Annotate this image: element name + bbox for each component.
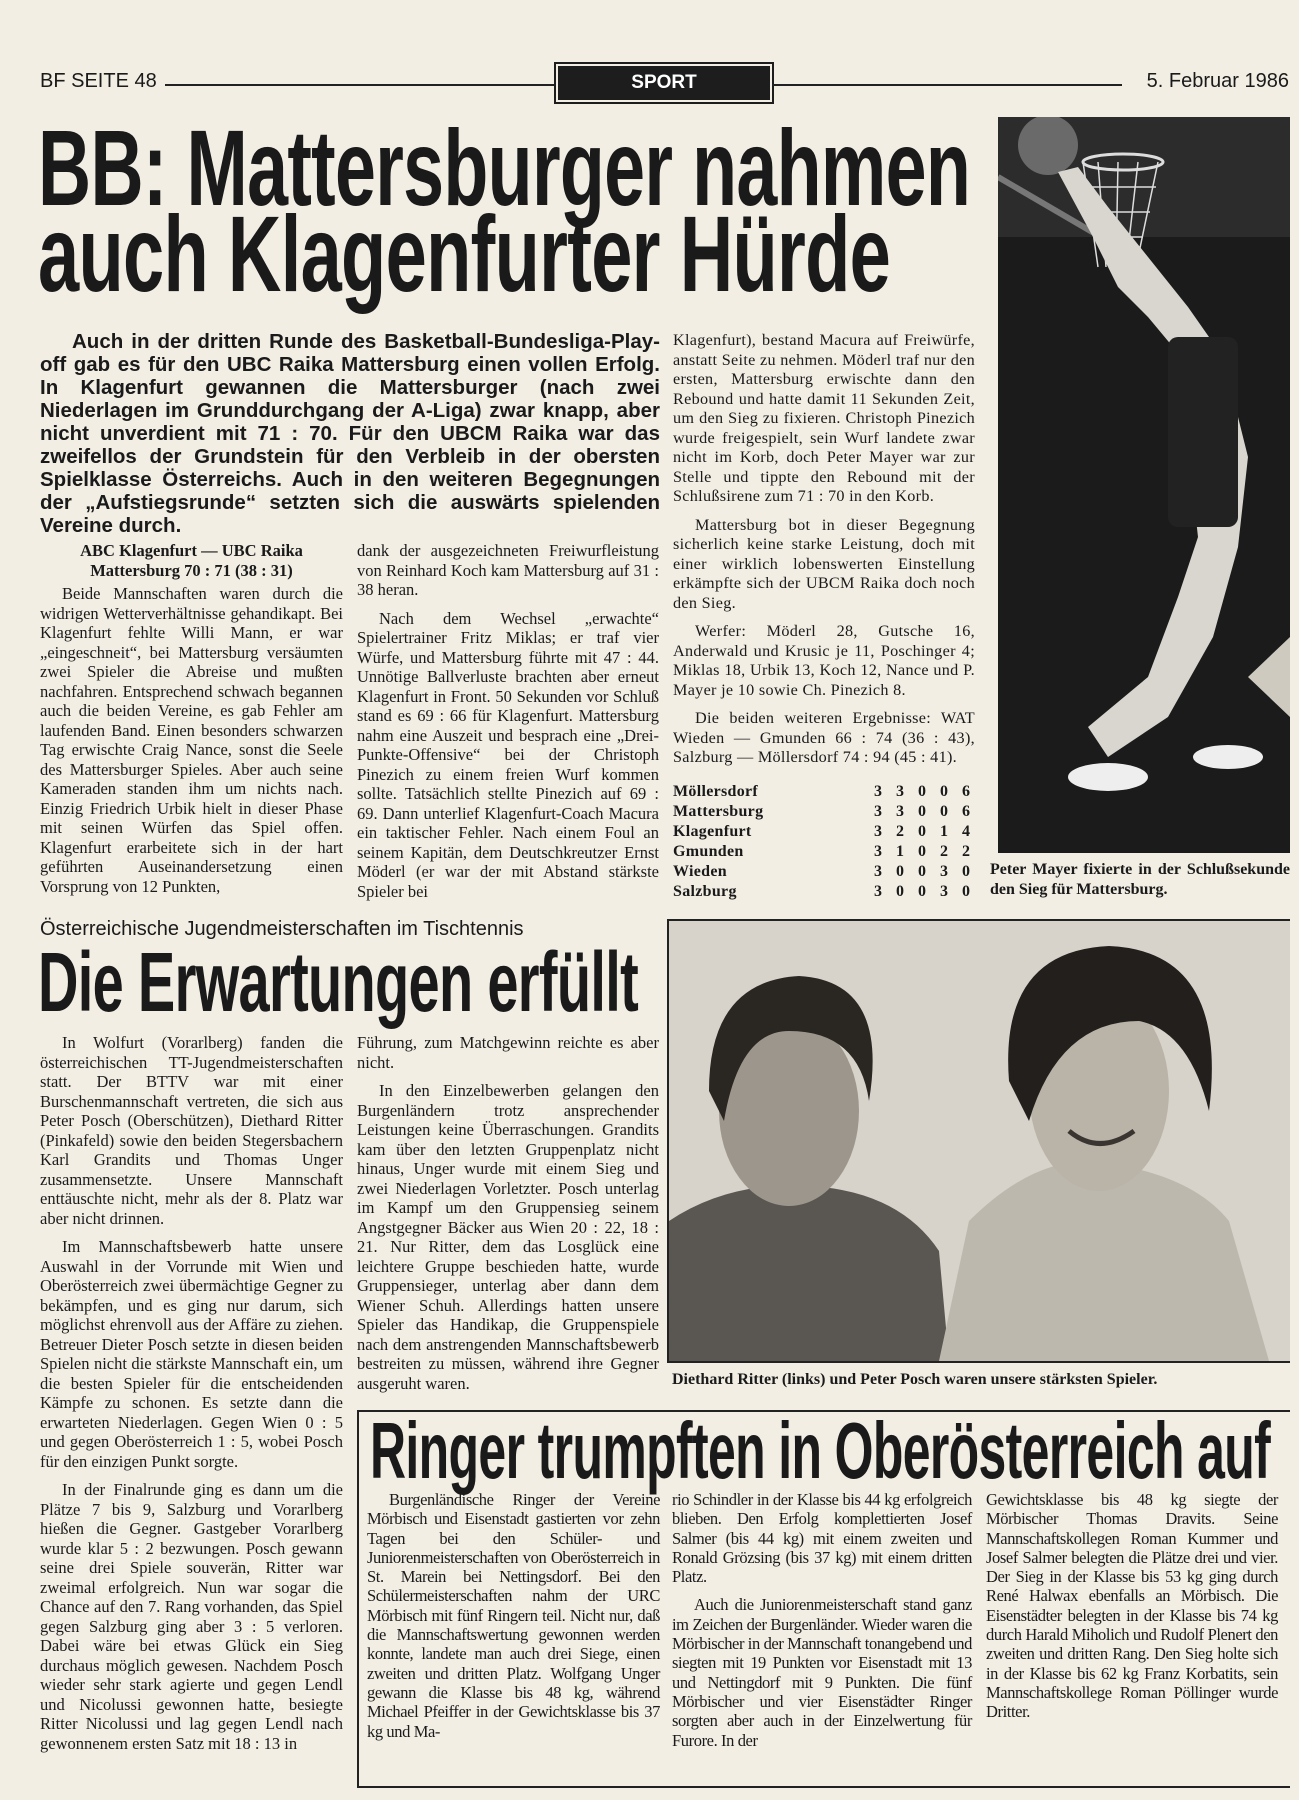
table-row (673, 802, 975, 822)
paragraph: Werfer: Möderl 28, Gutsche 16, Anderwald und Krusic je 11, Poschinger 4; Miklas 18, Urbik 13, Koch 12, Nance und P. Mayer je 10 sowie Ch. Pinezich 8. (673, 622, 975, 699)
team-name: Möllersdorf (673, 782, 759, 800)
paragraph: Beide Mannschaften waren durch die widrigen Wetterverhältnisse gehandikapt. Bei Klagenfurt fehlte Willi Mann, er war „eingeschneit“, bei Mattersburg versäumten zwei Spieler die Abreise und mußten nachfahren. Entsprechend schwach begannen auch die beiden Vereine, es gab Fehler am laufenden Band. Einen besonders schwarzen Tag erwischte Craig Nance, sonst die Seele des Mattersburger Spieles. Aber auch seine Kameraden standen ihm um nichts nach. Einzig Friedrich Urbik hielt in dieser Phase mit seinen Würfen das Spiel offen. Klagenfurt erarbeitete sich in der hart geführten Auseinandersetzung einen Vorsprung von 12 Punkten, (40, 584, 343, 896)
ringer-headline: Ringer trumpften in Oberösterreich auf (370, 1406, 1271, 1495)
ringer-column-3 (986, 1490, 1278, 1731)
team-stats: 3 1 0 2 2 (874, 842, 975, 860)
table-tennis-photo (667, 919, 1290, 1363)
paragraph: Mattersburg bot in dieser Begegnung sicherlich keine starke Leistung, doch mit einer wirklich lobenswerten Einstellung erkämpfte sich der UBCM Raika doch noch den Sieg. (673, 515, 975, 612)
bb-column-1 (40, 541, 343, 905)
team-stats: 3 2 0 1 4 (874, 822, 975, 840)
paragraph: In Wolfurt (Vorarlberg) fanden die österreichischen TT-Jugendmeisterschaften statt. Der BTTV war mit einer Burschenmannschaft vertreten, die sich aus Peter Posch (Oberschützen), Diethard Ritter (Pinkafeld) sowie den beiden Stegersbachern Karl Grandits und Thomas Unger zusammensetzte. Unsere Mannschaft enttäuschte nicht, mehr als der 8. Platz war aber nicht drinnen. (40, 1033, 343, 1228)
paragraph: Im Mannschaftsbewerb hatte unsere Auswahl in der Vorrunde mit Wien und Oberösterreich zwei übermächtige Gegner zu bekämpfen, und es ging nur darum, sich möglichst ehrenvoll aus der Affäre zu ziehen. Betreuer Dieter Posch setzte in diesen beiden Spielen nicht die stärkste Mannschaft ein, um die besten Spieler für die entscheidenden Kämpfe zu schonen. Es setzte dann die erwarteten Niederlagen. Gegen Wien 0 : 5 und gegen Oberösterreich 1 : 5, wobei Posch für den einzigen Punkt sorgte. (40, 1237, 343, 1471)
team-name: Mattersburg (673, 802, 764, 820)
team-name: Gmunden (673, 842, 744, 860)
table-tennis-photo-caption: Diethard Ritter (links) und Peter Posch waren unsere stärksten Spieler. (672, 1371, 1158, 1388)
bb-headline-line1: BB: Mattersburger nahmen (38, 107, 971, 228)
paragraph: In der Finalrunde ging es dann um die Plätze 7 bis 9, Salzburg und Vorarlberg hießen die Gegner. Gastgeber Vorarlberg wurde klar 5 : 2 bezwungen. Posch gewann seine drei Spiele souverän, Ritter war zweimal erfolgreich. Nun war sogar die Chance auf den 7. Rang vorhanden, das Spiel gegen Salzburg ging aber 3 : 5 verloren. Dabei wäre bei etwas Glück ein Sieg durchaus möglich gewesen. Nachdem Posch wieder sehr stark agierte und gegen Lendl und Nicolussi gewonnen hatte, besiegte Ritter Nicolussi und lag gegen Lendl nach gewonnenem ersten Satz mit 18 : 13 in (40, 1480, 343, 1753)
team-name: Wieden (673, 862, 727, 880)
issue-date: 5. Februar 1986 (1146, 70, 1289, 92)
basketball-photo (998, 117, 1290, 853)
paragraph: Klagenfurt), bestand Macura auf Freiwürfe, anstatt Seite zu nehmen. Möderl traf nur den ersten, Mattersburg erwischte dann den Rebound und hatte damit 11 Sekunden Zeit, um den Sieg zu fixieren. Christoph Pinezich wurde freigespielt, sein Wurf landete zwar nicht im Korb, doch Peter Mayer war zur Stelle und tippte den Rebound mit der Schlußsirene zum 71 : 70 in den Korb. (673, 331, 975, 505)
paragraph: Burgenländische Ringer der Vereine Mörbisch und Eisenstadt gastierten vor zehn Tagen bei den Schüler- und Juniorenmeisterschaften von Oberösterreich in St. Marein bei Nettingsdorf. Bei den Schülermeisterschaften nahm der URC Mörbisch mit fünf Ringern teil. Nicht nur, daß die Mannschaftswertung gewonnen werden konnte, landete man auch drei Siege, einen zweiten und dritten Platz. Wolfgang Unger gewann die Klasse bis 48 kg, während Michael Pfeiffer in der Gewichtsklasse bis 37 kg und Ma- (367, 1490, 660, 1741)
tt-kicker: Österreichische Jugendmeisterschaften im Tischtennis (40, 918, 524, 940)
team-stats: 3 0 0 3 0 (874, 862, 975, 880)
standings-table (673, 782, 975, 902)
ringer-column-1 (367, 1490, 660, 1750)
paragraph: Auch die Juniorenmeisterschaft stand ganz im Zeichen der Burgenländer. Wieder waren die Mörbischer in der Mannschaft tonangebend und siegten mit 19 Punkten vor Eisenstadt mit 13 und Nettingdorf mit 9 Punkten. Die fünf Mörbischer und vier Eisenstädter Ringer sorgten aber auch in der Einzelwertung für Furore. In der (672, 1595, 972, 1750)
bb-column-3 (673, 331, 975, 902)
page-number: BF SEITE 48 (40, 70, 157, 92)
ringer-column-2 (672, 1490, 972, 1759)
team-name: Klagenfurt (673, 822, 752, 840)
section-label: SPORT (558, 66, 770, 100)
team-stats: 3 3 0 0 6 (874, 782, 975, 800)
team-name: Salzburg (673, 882, 737, 900)
paragraph: rio Schindler in der Klasse bis 44 kg erfolgreich blieben. Den Erfolg komplettierten Josef Salmer (bis 44 kg) mit einem zweiten und Ronald Grözsing (bis 37 kg) mit einem dritten Platz. (672, 1490, 972, 1587)
bb-column-2 (357, 541, 659, 910)
paragraph: dank der ausgezeichneten Freiwurfleistung von Reinhard Koch kam Mattersburg auf 31 : 38 heran. (357, 541, 659, 599)
table-row (673, 842, 975, 862)
ringer-headline-wrap (370, 1406, 1299, 1495)
table-row (673, 782, 975, 802)
header-rule-left (165, 84, 555, 86)
paragraph: Führung, zum Matchgewinn reichte es aber nicht. (357, 1033, 659, 1072)
bb-lead: Auch in der dritten Runde des Basketball-Bundesliga-Play-off gab es für den UBC Raika Mattersburg einen vollen Erfolg. In Klagenfurt gewannen die Mattersburger (nach zwei Niederlagen im Grunddurchgang der A-Liga) zwar knapp, aber nicht unverdient mit 71 : 70. Für den UBCM Raika war das zweifellos der Grundstein für den Verbleib in der obersten Spielklasse Österreichs. Auch in den weiteren Begegnungen der „Aufstiegsrunde“ setzten sich die auswärts spielenden Vereine durch. (40, 330, 660, 537)
tt-column-1 (40, 1033, 343, 1762)
table-row (673, 862, 975, 882)
basketball-photo-caption: Peter Mayer fixierte in der Schlußsekunde den Sieg für Mattersburg. (990, 861, 1290, 898)
paragraph: Nach dem Wechsel „erwachte“ Spielertrainer Fritz Miklas; er traf vier Würfe, und Mattersburg führte mit 47 : 44. Unnötige Ballverluste brachten aber erneut Klagenfurt in Front. 50 Sekunden vor Schluß stand es 69 : 66 für Klagenfurt. Mattersburg nahm eine Auszeit und besprach eine „Drei-Punkte-Offensive“ bei der Christoph Pinezich zu einem freien Wurf kommen sollte. Tatsächlich stellte Pinezich auf 69 : 69. Dann unterlief Klagenfurt-Coach Macura ein taktischer Fehler. Nach einem Foul an seinem Kapitän, dem Deutschkreutzer Ernst Möderl (er war der mit Abstand stärkste Spieler bei (357, 608, 659, 901)
table-row (673, 882, 975, 902)
paragraph: In den Einzelbewerben gelangen den Burgenländern trotz ansprechender Leistungen keine Überraschungen. Grandits kam über den letzten Gruppenplatz nicht hinaus, Unger wurde mit einem Sieg und zwei Niederlagen Vorletzter. Posch unterlag im Kampf um den Gruppensieg seinem Angstgegner Bäcker aus Wien 20 : 22, 18 : 21. Nur Ritter, dem das Losglück eine leichtere Gruppe beschieden hatte, wurde Gruppensieger, unterlag aber dann dem Wiener Schuh. Allerdings hatten unsere Spieler das Handikap, die Gruppenspiele nach dem anstrengenden Mannschaftsbewerb bestreiten zu müssen, während ihre Gegner ausgeruht waren. (357, 1081, 659, 1393)
tt-column-2 (357, 1033, 659, 1402)
bb-subhead: ABC Klagenfurt — UBC Raika Mattersburg 70 : 71 (38 : 31) (80, 541, 303, 580)
paragraph: Die beiden weiteren Ergebnisse: WAT Wieden — Gmunden 66 : 74 (36 : 43), Salzburg — Möllersdorf 74 : 94 (45 : 41). (673, 709, 975, 766)
team-stats: 3 3 0 0 6 (874, 802, 975, 820)
table-row (673, 822, 975, 842)
bb-headline-line2: auch Klagenfurter Hürde (38, 193, 891, 314)
tt-headline: Die Erwartungen erfüllt (38, 935, 639, 1029)
paragraph: Gewichtsklasse bis 48 kg siegte der Mörbischer Thomas Dravits. Seine Mannschaftskollegen Roman Kummer und Josef Salmer belegten die Plätze drei und vier. Der Sieg in der Klasse bis 53 kg ging durch René Halwax ebenfalls an Mörbisch. Die Eisenstädter belegten in der Klasse bis 74 kg durch Harald Miholich und Rudolf Plenert den zweiten und dritten Rang. Den Sieg holte sich in der Klasse bis 62 kg Franz Korbatits, sein Mannschaftskollege Roman Pöllinger wurde Dritter. (986, 1490, 1278, 1722)
team-stats: 3 0 0 3 0 (874, 882, 975, 900)
header-rule-right (772, 84, 1122, 86)
